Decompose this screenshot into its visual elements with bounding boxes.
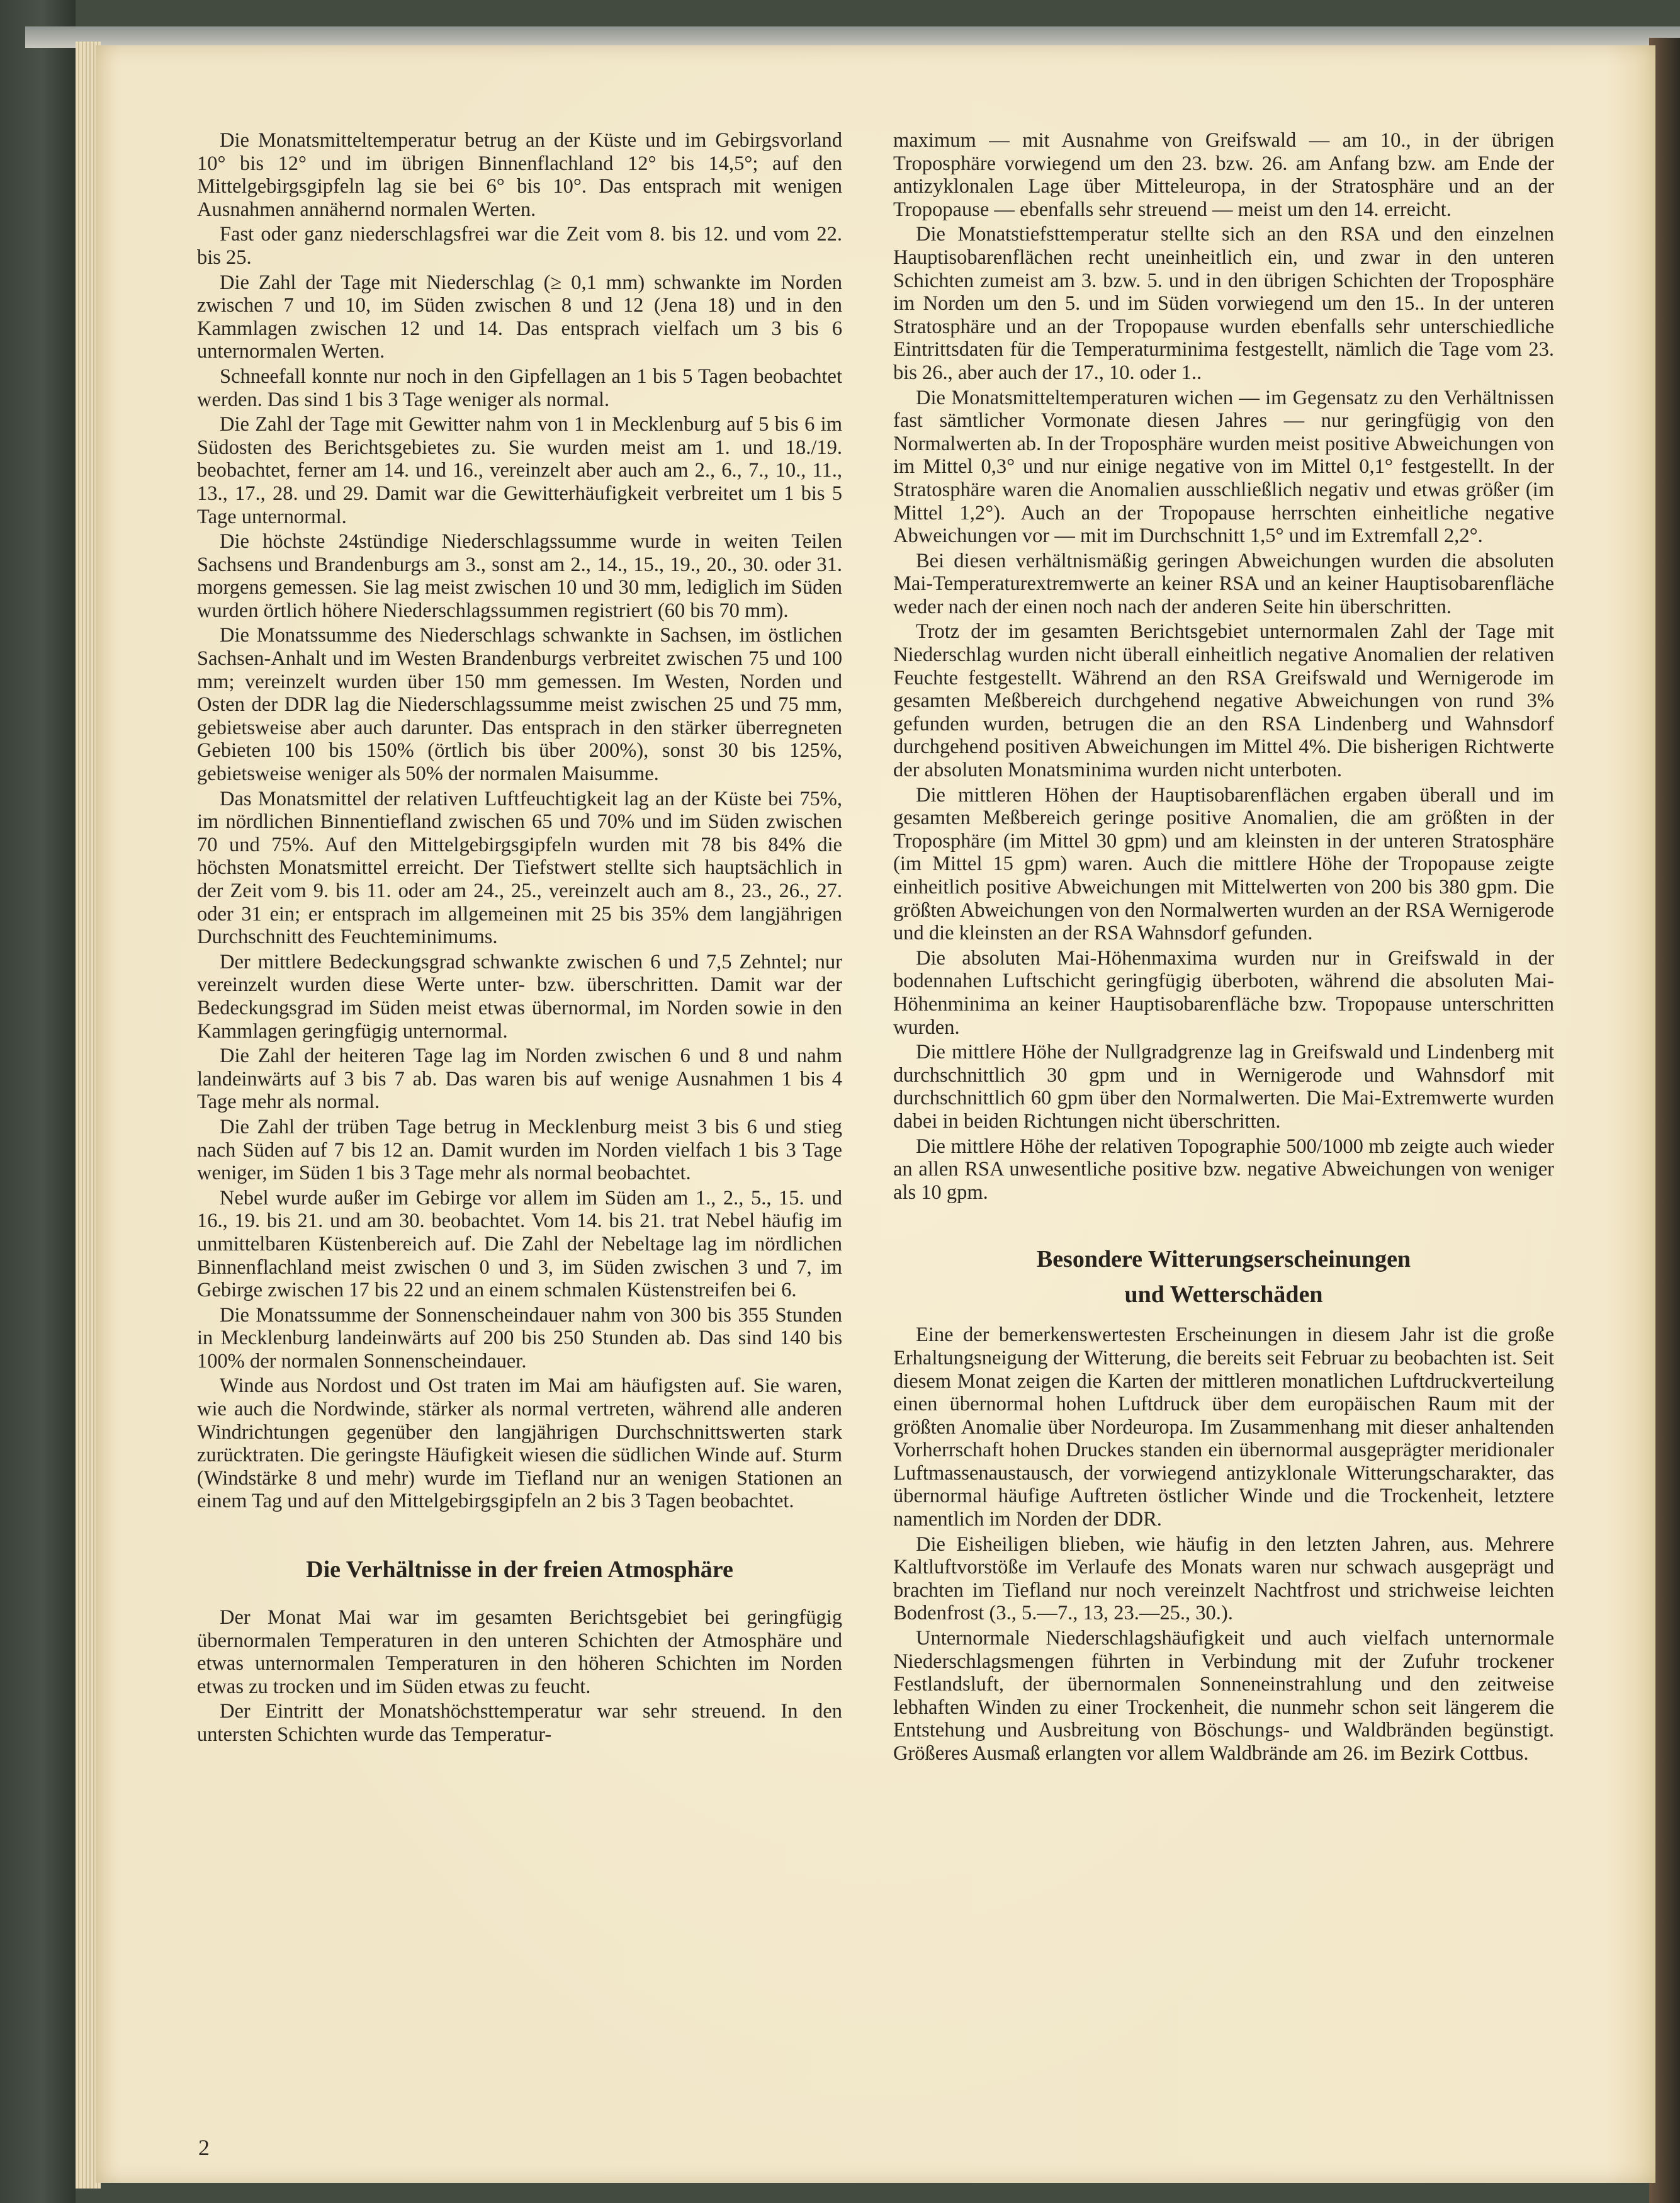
paragraph-relative-feuchte: Trotz der im gesamten Berichtsgebiet unternormalen Zahl der Tage mit Niederschlag wurden nicht überall einheitlich negative Anomalien der relativen Feuchte festgestellt. Während an den RSA Greifswald und Wernigerode im gesamten Meßbereich durchgehend negative Abweichungen von rund 3% gefunden wurden, betrugen die an den RSA Lindenberg und Wahnsdorf durchgehend positiven Abweichungen im Mittel 4%. Die bisherigen Richtwerte der absoluten Monatsminima wurden nicht unterboten. (893, 620, 1554, 782)
paragraph-winde: Winde aus Nordost und Ost traten im Mai am häufigsten auf. Sie waren, wie auch die Nordwinde, stärker als normal vertreten, während alle anderen Windrichtungen gegenüber den langjährigen Durchschnittswerten stark zurücktraten. Die geringste Häufigkeit wiesen die südlichen Winde auf. Sturm (Windstärke 8 und mehr) wurde im Tiefland nur an wenigen Stationen an einem Tag und auf den Mittelgebirgsgipfeln an 2 bis 3 Tagen beobachtet. (197, 1374, 842, 1513)
heading-line-2: und Wetterschäden (1124, 1281, 1323, 1308)
paragraph-niederschlagstage: Die Zahl der Tage mit Niederschlag (≥ 0,1 mm) schwankte im Norden zwischen 7 und 10, im Süden zwischen 8 und 12 (Jena 18) und in den Kammlagen zwischen 12 und 14. Das entsprach vielfach um 3 bis 6 unternormalen Werten. (197, 271, 842, 363)
page-number: 2 (198, 2135, 210, 2160)
paragraph-bedeckungsgrad: Der mittlere Bedeckungsgrad schwankte zwischen 6 und 7,5 Zehntel; nur vereinzelt wurden diese Werte unter- bzw. überschritten. Damit war der Bedeckungsgrad im Süden meist etwas übernormal, im Norden sowie in den Kammlagen geringfügig unternormal. (197, 950, 842, 1043)
paragraph-hoehenmaxima: Die absoluten Mai-Höhenmaxima wurden nur in Greifswald in der bodennahen Luftschicht geringfügig überboten, während die absoluten Mai-Höhenminima an keiner Hauptisobarenfläche bzw. Tropopause unterschritten wurden. (893, 946, 1554, 1039)
paragraph-schneefall: Schneefall konnte nur noch in den Gipfellagen an 1 bis 5 Tagen beobachtet werden. Das sind 1 bis 3 Tage weniger als normal. (197, 365, 842, 411)
paragraph-nullgradgrenze: Die mittlere Höhe der Nullgradgrenze lag in Greifswald und Lindenberg mit durchschnittlich 30 gpm und in Wernigerode und Wahnsdorf mit durchschnittlich 60 gpm über den Normalwerten. Die Mai-Extremwerte wurden dabei in beiden Richtungen nicht überschritten. (893, 1041, 1554, 1133)
paragraph-hoechsttemperatur: Der Eintritt der Monatshöchsttemperatur war sehr streuend. In den untersten Schichten wurde das Temperatur- (197, 1700, 842, 1746)
paragraph-monat-mai: Der Monat Mai war im gesamten Berichtsgebiet bei geringfügig übernormalen Temperaturen in den unteren Schichten der Atmosphäre und etwas unternormalen Temperaturen in den höheren Schichten im Norden etwas zu trocken und im Süden etwas zu feucht. (197, 1606, 842, 1698)
paragraph-luftfeuchtigkeit: Das Monatsmittel der relativen Luftfeuchtigkeit lag an der Küste bei 75%, im nördlichen Binnentiefland zwischen 65 und 70% und im Süden zwischen 70 und 75%. Auf den Mittelgebirgsgipfeln wurden mit 78 bis 84% die höchsten Monatsmittel erreicht. Der Tiefstwert stellte sich hauptsächlich in der Zeit vom 9. bis 11. oder am 24., 25., vereinzelt auch am 8., 23., 26., 27. oder 31 ein; er entsprach im allgemeinen mit 25 bis 35% dem langjährigen Durchschnitt des Feuchteminimums. (197, 787, 842, 949)
paragraph-niederschlagsfrei: Fast oder ganz niederschlagsfrei war die Zeit vom 8. bis 12. und vom 22. bis 25. (197, 223, 842, 269)
paragraph-tiefsttemperatur: Die Monatstiefsttemperatur stellte sich an den RSA und den einzelnen Hauptisobarenflächen recht uneinheitlich ein, und zwar in den unteren Schichten zumeist am 3. bzw. 5. und in den übrigen Schichten der Troposphäre im Norden um den 5. und im Süden vorwiegend um den 15.. In der unteren Stratosphäre und an der Tropopause wurden ebenfalls sehr unterschiedliche Eintrittsdaten für die Temperaturminima festgestellt, nämlich die Tage vom 23. bis 26., aber auch der 17., 10. oder 1.. (893, 223, 1554, 384)
heading-line-1: Besondere Witterungserscheinungen (1036, 1246, 1411, 1273)
paragraph-24h-niederschlag: Die höchste 24stündige Niederschlagssumme wurde in weiten Teilen Sachsens und Brandenburgs am 3., sonst am 2., 14., 15., 19., 20., 30. oder 31. morgens gemessen. Sie lag meist zwischen 10 und 30 mm, lediglich im Süden wurden örtlich höhere Niederschlagssummen registriert (60 bis 70 mm). (197, 530, 842, 622)
paragraph-trockenheit: Unternormale Niederschlagshäufigkeit und auch vielfach unternormale Niederschlagsmengen führten in Verbindung mit der Zufuhr trockener Festlandsluft, der übernormalen Sonneneinstrahlung und den zeitweise lebhaften Winden zu einer Trockenheit, die nunmehr schon seit längerem die Entstehung und Ausbreitung von Böschungs- und Waldbränden begünstigt. Größeres Ausmaß erlangten vor allem Waldbrände am 26. im Bezirk Cottbus. (893, 1627, 1554, 1765)
paragraph-gewitter: Die Zahl der Tage mit Gewitter nahm von 1 in Mecklenburg auf 5 bis 6 im Südosten des Berichtsgebietes zu. Sie wurden meist am 1. und 18./19. beobachtet, ferner am 14. und 16., vereinzelt aber auch am 2., 6., 7., 10., 11., 13., 17., 28. und 29. Damit war die Gewitterhäufigkeit verbreitet um 1 bis 5 Tage unternormal. (197, 413, 842, 528)
paragraph-monatssumme-niederschlag: Die Monatssumme des Niederschlags schwankte in Sachsen, im östlichen Sachsen-Anhalt und im Westen Brandenburgs verbreitet zwischen 75 und 100 mm; vereinzelt wurden über 150 mm gemessen. Im Westen, Norden und Osten der DDR lag die Niederschlagssumme meist zwischen 25 und 75 mm, gebietsweise aber auch darunter. Das entsprach in den stärker überregneten Gebieten 100 bis 150% (örtlich bis über 200%), sonst 30 bis 125%, gebietsweise weniger als 50% der normalen Maisumme. (197, 624, 842, 786)
right-column (893, 129, 1554, 1765)
paragraph-eisheiligen: Die Eisheiligen blieben, wie häufig in den letzten Jahren, aus. Mehrere Kaltluftvorstöße im Verlaufe des Monats waren nur schwach ausgeprägt und brachten im Tiefland nur noch vereinzelt Nachtfrost und strichweise leichten Bodenfrost (3., 5.—7., 13, 23.—25., 30.). (893, 1532, 1554, 1625)
paragraph-nebel: Nebel wurde außer im Gebirge vor allem im Süden am 1., 2., 5., 15. und 16., 19. bis 21. und am 30. beobachtet. Vom 14. bis 21. trat Nebel häufig im unmittelbaren Küstenbereich auf. Die Zahl der Nebeltage lag im nördlichen Binnenflachland meist zwischen 0 und 3, im Süden zwischen 3 und 7, im Gebirge zwischen 17 bis 22 und an einem schmalen Küstenstreifen bei 6. (197, 1186, 842, 1302)
paragraph-sonnenscheindauer: Die Monatssumme der Sonnenscheindauer nahm von 300 bis 355 Stunden in Mecklenburg landeinwärts auf 200 bis 250 Stunden ab. Das sind 140 bis 100% der normalen Sonnenscheindauer. (197, 1303, 842, 1373)
paragraph-heitere-tage: Die Zahl der heiteren Tage lag im Norden zwischen 6 und 8 und nahm landeinwärts auf 3 bis 7 ab. Das waren bis auf wenige Ausnahmen 1 bis 4 Tage mehr als normal. (197, 1045, 842, 1114)
page-top-edge (25, 26, 1680, 48)
section-heading-witterungserscheinungen (893, 1242, 1554, 1312)
paragraph-temperaturextremwerte: Bei diesen verhältnismäßig geringen Abweichungen wurden die absoluten Mai-Temperaturextremwerte an keiner RSA und an keiner Hauptisobarenfläche weder nach der einen noch nach der anderen Seite hin überschritten. (893, 549, 1554, 618)
paragraph-temperaturmaximum: maximum — mit Ausnahme von Greifswald — am 10., in der übrigen Troposphäre vorwiegend um den 23. bzw. 26. am Anfang bzw. am Ende der antizyklonalen Lage über Mitteleuropa, in der Stratosphäre und an der Tropopause — ebenfalls sehr streuend — meist um den 14. erreicht. (893, 129, 1554, 221)
paragraph-erhaltungsneigung: Eine der bemerkenswertesten Erscheinungen in diesem Jahr ist die große Erhaltungsneigung der Witterung, die bereits seit Februar zu beobachten ist. Seit diesem Monat zeigen die Karten der mittleren monatlichen Luftdruckverteilung einen übernormal hohen Luftdruck über dem europäischen Raum mit der größten Anomalie über Nordeuropa. Im Zusammenhang mit dieser anhaltenden Vorherrschaft hohen Druckes standen ein übernormal ausgeprägter meridionaler Luftmassenaustausch, der vorwiegend antizyklonale Witterungscharakter, das übernormal häufige Auftreten östlicher Winde und die Trockenheit, letztere namentlich im Norden der DDR. (893, 1323, 1554, 1531)
paragraph-relative-topographie: Die mittlere Höhe der relativen Topographie 500/1000 mb zeigte auch wieder an allen RSA unwesentliche positive bzw. negative Abweichungen von weniger als 10 gpm. (893, 1135, 1554, 1204)
paragraph-hauptisobarenflaechen: Die mittleren Höhen der Hauptisobarenflächen ergaben überall und im gesamten Meßbereich geringe positive Anomalien, die am größten in der Troposphäre (im Mittel 30 gpm) und am kleinsten in der unteren Stratosphäre (im Mittel 15 gpm) waren. Auch die mittlere Höhe der Tropopause zeigte einheitlich positive Abweichungen mit Mittelwerten von 200 bis 380 gpm. Die größten Abweichungen von den Normalwerten wurden an der RSA Wernigerode und die kleinsten an der RSA Wahnsdorf gefunden. (893, 783, 1554, 945)
left-column (197, 129, 842, 1747)
paragraph-truebe-tage: Die Zahl der trüben Tage betrug in Mecklenburg meist 3 bis 6 und stieg nach Süden auf 7 bis 12 an. Damit wurden im Norden vielfach 1 bis 3 Tage weniger, im Süden 1 bis 3 Tage mehr als normal beobachtet. (197, 1115, 842, 1185)
section-heading-freie-atmosphaere: Die Verhältnisse in der freien Atmosphäre (306, 1556, 733, 1583)
paragraph-monatsmitteltemperatur: Die Monatsmitteltemperatur betrug an der Küste und im Gebirgsvorland 10° bis 12° und im übrigen Binnenflachland 12° bis 14,5°; auf den Mittelgebirgsgipfeln lag sie bei 6° bis 10°. Das entsprach mit wenigen Ausnahmen annähernd normalen Werten. (197, 129, 842, 221)
paragraph-monatsmitteltemperaturen: Die Monatsmitteltemperaturen wichen — im Gegensatz zu den Verhältnissen fast sämtlicher Vormonate diesen Jahres — nur geringfügig von den Normalwerten ab. In der Troposphäre wurden meist positive Abweichungen von im Mittel 0,3° und nur einige negative von im Mittel 0,1° festgestellt. In der Stratosphäre waren die Anomalien ausschließlich negativ und etwas größer (im Mittel 1,2°). Auch an der Tropopause herrschten einheitliche negative Abweichungen vor — mit im Durchschnitt 1,5° und im Extremfall 2,2°. (893, 386, 1554, 548)
book-spine (0, 0, 76, 2203)
